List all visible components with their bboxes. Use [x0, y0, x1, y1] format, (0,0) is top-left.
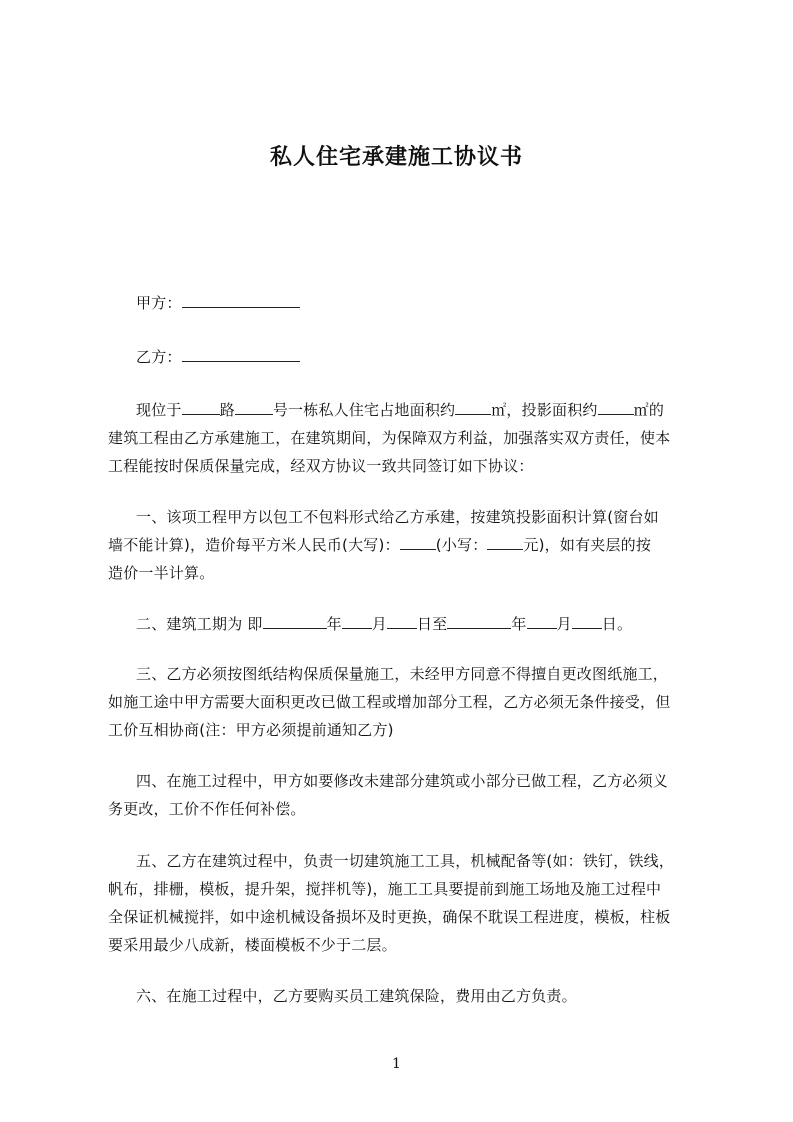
clause-2-text: 日至 — [416, 615, 448, 633]
intro-text: 号一栋私人住宅占地面积约 — [272, 401, 456, 419]
party-b-blank[interactable] — [182, 347, 300, 362]
clause-3-line-2: 如施工途中甲方需要大面积更改已做工程或增加部分工程，乙方必须无条件接受，但 — [108, 693, 671, 711]
party-a-line — [136, 292, 732, 313]
end-month-blank[interactable] — [527, 614, 557, 629]
intro-text: ㎡的 — [633, 401, 665, 419]
clause-3-line-3: 工价互相协商(注：甲方必须提前通知乙方) — [108, 721, 394, 739]
road-blank[interactable] — [182, 400, 220, 415]
number-blank[interactable] — [235, 400, 273, 415]
clause-1-text: (小写： — [435, 536, 488, 554]
end-year-blank[interactable] — [447, 614, 511, 629]
clause-1-line-3: 造价一半计算。 — [108, 564, 215, 582]
clause-2-text: 日。 — [601, 615, 633, 633]
clause-6-line-1: 六、在施工过程中，乙方要购买员工建筑保险，费用由乙方负责。 — [136, 987, 577, 1005]
page-number: 1 — [392, 1056, 401, 1072]
intro-line-3: 工程能按时保质保量完成，经双方协议一致共同签订如下协议： — [108, 457, 534, 475]
clause-2-text: 年 — [326, 615, 342, 633]
intro-line-2: 建筑工程由乙方承建施工，在建筑期间，为保障双方利益，加强落实双方责任，使本 — [108, 429, 671, 447]
clause-4-line-1: 四、在施工过程中，甲方如要修改未建部分建筑或小部分已做工程，乙方必须义 — [136, 772, 669, 790]
clause-3-line-1: 三、乙方必须按图纸结构保质保量施工，未经甲方同意不得擅自更改图纸施工， — [136, 665, 669, 683]
clause-2-text: 月 — [556, 615, 572, 633]
document-title: 私人住宅承建施工协议书 — [269, 145, 523, 170]
price-lowercase-blank[interactable] — [487, 535, 523, 550]
clause-5-line-1: 五、乙方在建筑过程中，负责一切建筑施工工具，机械配备等(如：铁钉，铁线， — [136, 852, 675, 870]
clause-1-text: 墙不能计算)，造价每平方米人民币(大写)： — [108, 536, 400, 554]
clause-1-line-1: 一、该项工程甲方以包工不包料形式给乙方承建，按建筑投影面积计算(窗台如 — [136, 508, 659, 526]
party-b-line — [136, 346, 732, 367]
price-uppercase-blank[interactable] — [400, 535, 436, 550]
clause-1-text: 元)，如有夹层的按 — [523, 536, 652, 554]
intro-text: 路 — [219, 401, 235, 419]
end-day-blank[interactable] — [572, 614, 602, 629]
clause-2-text: 月 — [371, 615, 387, 633]
intro-line-1 — [136, 399, 732, 420]
clause-2-text: 二、建筑工期为 即 — [136, 615, 263, 633]
projected-area-blank[interactable] — [598, 400, 634, 415]
intro-text: ㎡，投影面积约 — [491, 401, 598, 419]
clause-2-text: 年 — [511, 615, 527, 633]
intro-text: 现位于 — [136, 401, 182, 419]
clause-1-line-2 — [108, 534, 704, 555]
start-year-blank[interactable] — [263, 614, 327, 629]
start-day-blank[interactable] — [387, 614, 417, 629]
area-blank[interactable] — [455, 400, 491, 415]
clause-4-line-2: 务更改，工价不作任何补偿。 — [108, 800, 306, 818]
party-a-label: 甲方： — [136, 294, 182, 312]
clause-5-line-4: 要采用最少八成新，楼面模板不少于二层。 — [108, 936, 397, 954]
clause-2-line — [136, 613, 732, 634]
clause-5-line-2: 帆布，排栅，模板，提升架，搅拌机等)，施工工具要提前到施工场地及施工过程中 — [108, 880, 662, 898]
party-b-label: 乙方： — [136, 348, 182, 366]
clause-5-line-3: 全保证机械搅拌，如中途机械设备损坏及时更换，确保不耽误工程进度，模板，柱板 — [108, 908, 671, 926]
start-month-blank[interactable] — [342, 614, 372, 629]
party-a-blank[interactable] — [182, 293, 300, 308]
